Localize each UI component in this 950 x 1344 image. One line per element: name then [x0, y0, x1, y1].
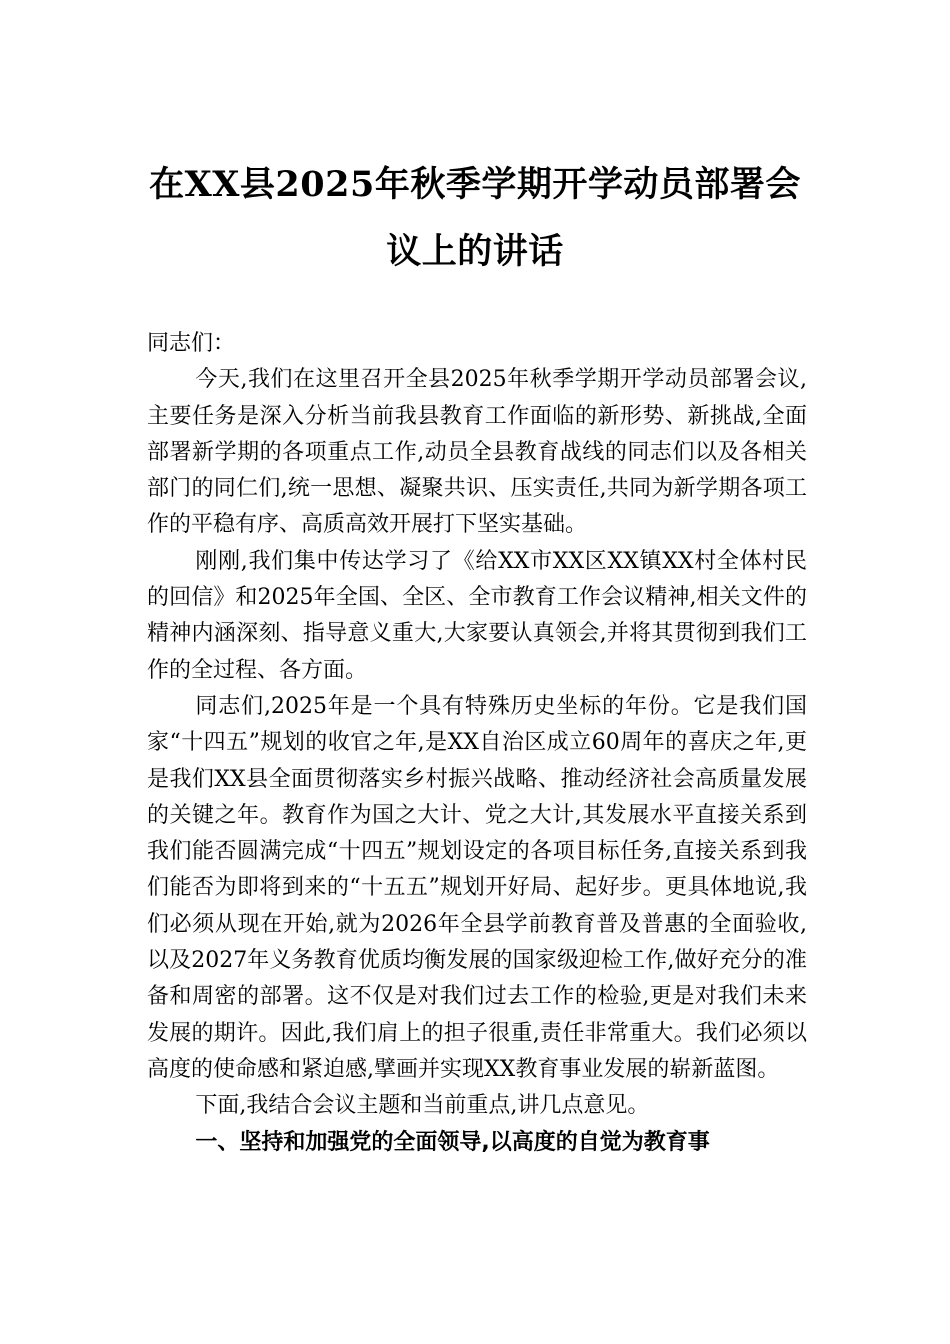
paragraph-study-spirit: 刚刚,我们集中传达学习了《给XX市XX区XX镇XX村全体村民的回信》和2025年全国、全区、全市教育工作会议精神,相关文件的精神内涵深刻、指导意义重大,大家要认真领会,并将其贯彻到我们工作的全过程、各方面。	[147, 548, 807, 683]
document-title-line-1: 在XX县2025年秋季学期开学动员部署会	[149, 164, 801, 205]
paragraph-transition: 下面,我结合会议主题和当前重点,讲几点意见。	[195, 1093, 650, 1119]
section-heading-1: 一、坚持和加强党的全面领导,以高度的自觉为教育事	[195, 1129, 710, 1155]
paragraph-significance-2025: 同志们,2025年是一个具有特殊历史坐标的年份。它是我们国家“十四五”规划的收官之年,是XX自治区成立60周年的喜庆之年,更是我们XX县全面贯彻落实乡村振兴战略、推动经济社会高质量发展的关键之年。教育作为国之大计、党之大计,其发展水平直接关系到我们能否圆满完成“十四五”规划设定的各项目标任务,直接关系到我们能否为即将到来的“十五五”规划开好局、起好步。更具体地说,我们必须从现在开始,就为2026年全县学前教育普及普惠的全面验收,以及2027年义务教育优质均衡发展的国家级迎检工作,做好充分的准备和周密的部署。这不仅是对我们过去工作的检验,更是对我们未来发展的期许。因此,我们肩上的担子很重,责任非常重大。我们必须以高度的使命感和紧迫感,擘画并实现XX教育事业发展的崭新蓝图。	[147, 693, 807, 1082]
salutation: 同志们：	[147, 331, 236, 356]
paragraph-opening: 今天,我们在这里召开全县2025年秋季学期开学动员部署会议,主要任务是深入分析当前我县教育工作面临的新形势、新挑战,全面部署新学期的各项重点工作,动员全县教育战线的同志们以及各相关部门的同仁们,统一思想、凝聚共识、压实责任,共同为新学期各项工作的平稳有序、高质高效开展打下坚实基础。	[147, 367, 807, 538]
document-title-line-2: 议上的讲话	[386, 231, 564, 272]
document-body	[147, 326, 807, 1161]
